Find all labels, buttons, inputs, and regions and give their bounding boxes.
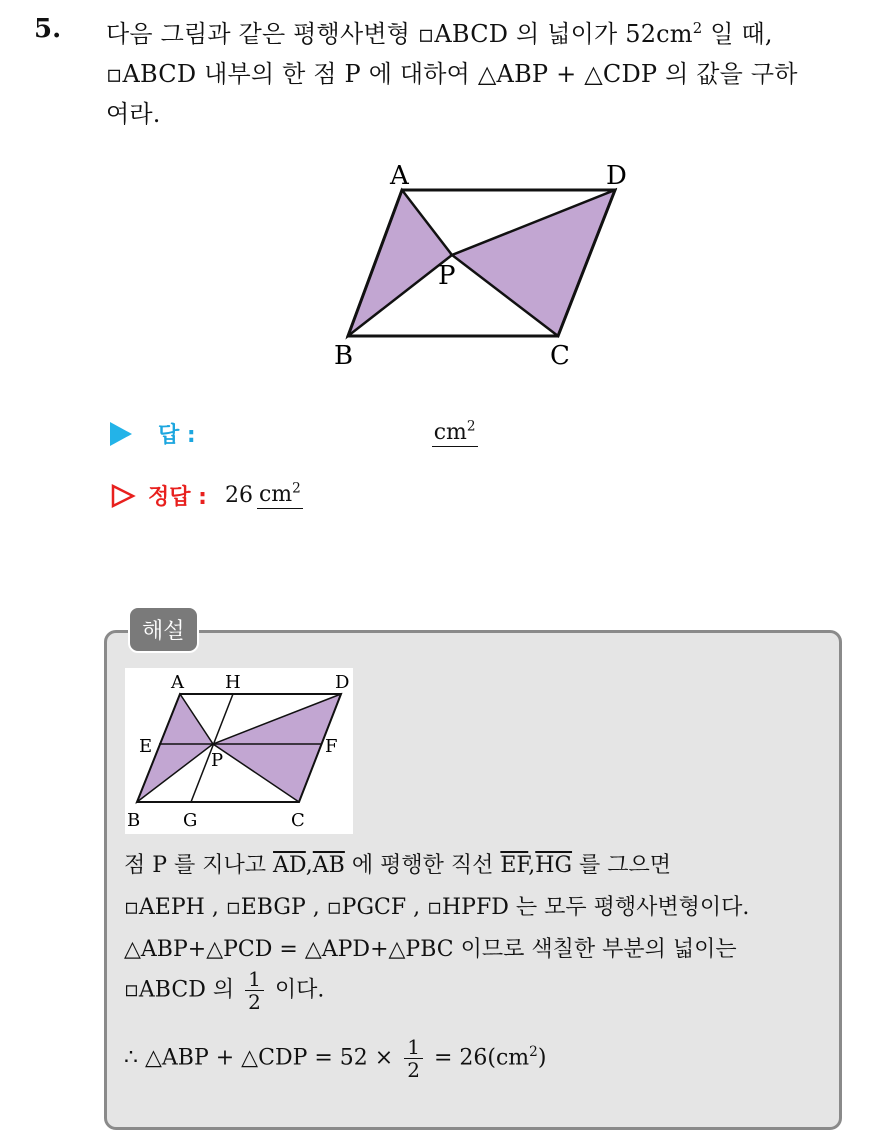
question-number: 5. <box>34 14 62 44</box>
explanation-line-3: △ABP+△PCD = △APD+△PBC 이므로 색칠한 부분의 넓이는 <box>124 937 737 962</box>
correct-answer-unit: $cm^2$ <box>258 480 301 507</box>
explanation-line-2: ▫AEPH , ▫EBGP , ▫PGCF , ▫HPFD 는 모두 평행사변형이다. <box>124 895 750 920</box>
vertex-label-a: A <box>390 161 409 191</box>
explanation-line-5: ∴ △ABP + △CDP = 52 × $\frac{1}{2}$ = $26(cm^2)$ <box>124 1035 547 1082</box>
question-line-2: ▫ABCD 내부의 한 점 P 에 대하여 △ABP + △CDP 의 값을 구하 <box>106 60 798 88</box>
answer-label: 답 : <box>158 423 196 448</box>
question-line-1: 다음 그림과 같은 평행사변형 ▫ABCD 의 넓이가 $52cm^2$ 일 때, <box>106 18 773 48</box>
vertex-label-c: C <box>550 341 570 371</box>
correct-answer-row <box>110 480 303 511</box>
fraction-half-2: $\frac{1}{2}$ <box>404 1036 423 1081</box>
triangle-abp <box>348 190 452 336</box>
vertex-label-d: D <box>606 161 627 191</box>
question-line-3: 여라. <box>106 100 161 128</box>
explanation-line-1: 점 P 를 지나고 $\overline{AD},\overline{AB}$ 에 평행한 직선 $\overline{EF},\overline{HG}$ 를 그으면 <box>124 853 672 878</box>
answer-blank-unit[interactable]: $cm^2$ <box>433 418 476 445</box>
svg-text:A: A <box>171 672 184 693</box>
svg-text:C: C <box>291 810 305 831</box>
answer-row <box>110 418 530 449</box>
svg-text:G: G <box>183 810 198 831</box>
explanation-line-4: ▫ABCD 의 $\frac{1}{2}$ 이다. <box>124 967 325 1014</box>
question-text <box>106 14 866 134</box>
play-icon <box>110 422 132 446</box>
triangle-cdp <box>452 190 615 336</box>
svg-text:B: B <box>127 810 141 831</box>
vertex-label-b: B <box>334 341 354 371</box>
correct-answer-label: 정답 : <box>148 485 207 510</box>
fraction-half: $\frac{1}{2}$ <box>245 968 264 1013</box>
svg-text:D: D <box>335 672 350 693</box>
svg-text:H: H <box>225 672 241 693</box>
explanation-tag: 해설 <box>128 606 199 653</box>
explanation-figure <box>125 668 353 834</box>
svg-text:P: P <box>211 750 224 771</box>
point-label-p: P <box>438 261 456 291</box>
svg-text:E: E <box>139 736 153 757</box>
outline-triangle-icon <box>110 483 136 509</box>
parallelogram-figure <box>330 160 650 375</box>
svg-text:F: F <box>325 736 338 757</box>
correct-answer-value: 26 <box>224 483 253 508</box>
